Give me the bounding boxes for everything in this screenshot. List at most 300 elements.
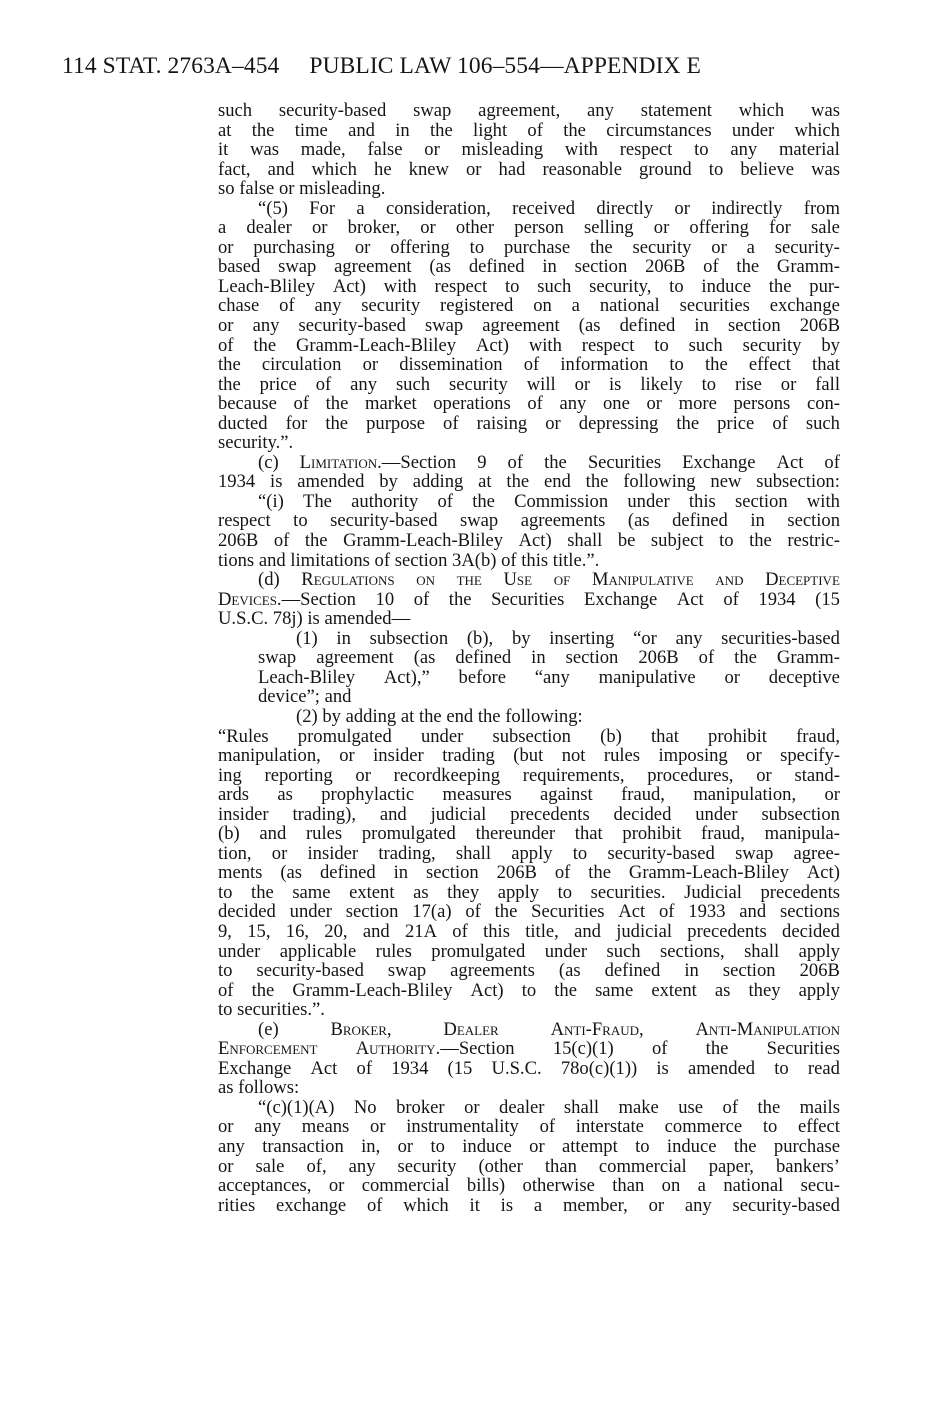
word: security <box>742 334 802 356</box>
text-line <box>218 238 840 258</box>
word: than <box>544 1155 577 1177</box>
word: imposing <box>658 745 728 767</box>
word: Anti-Fraud, <box>550 1018 644 1040</box>
word: security-based <box>607 842 715 864</box>
word: section <box>734 490 788 512</box>
word: under <box>420 725 464 747</box>
word: shall <box>744 940 780 962</box>
word: 206B <box>218 530 259 552</box>
word: the <box>494 901 518 923</box>
word: mails <box>799 1096 840 1118</box>
word: (e) <box>258 1018 279 1040</box>
text-line <box>218 472 840 492</box>
word: the <box>585 471 609 493</box>
word: fraud, <box>701 823 745 845</box>
word: or <box>648 1194 665 1216</box>
word: Limitation.—Section <box>299 451 457 473</box>
word: persons <box>733 393 791 415</box>
word: 206B <box>799 315 840 337</box>
word: defined <box>319 862 376 884</box>
word: subsection <box>369 627 449 649</box>
text-line <box>218 805 840 825</box>
word: authority <box>351 490 419 512</box>
word: of, <box>306 1155 327 1177</box>
word: or <box>354 236 371 258</box>
word: made, <box>300 139 346 161</box>
text-line <box>218 1176 840 1196</box>
word: commerce <box>664 1116 743 1138</box>
word: in <box>393 862 409 884</box>
word: the <box>676 412 700 434</box>
word: decided <box>613 803 672 825</box>
word: Regulations <box>301 569 395 591</box>
word: con- <box>806 393 840 415</box>
word: adding <box>412 471 464 493</box>
word: and <box>574 920 601 942</box>
word: any <box>254 1116 282 1138</box>
word: 206B <box>799 960 840 982</box>
word: applicable <box>279 940 357 962</box>
word: precedents <box>687 920 767 942</box>
word: of <box>772 412 788 434</box>
word: section <box>722 960 776 982</box>
word: to <box>654 334 669 356</box>
word: of <box>452 920 468 942</box>
word: Enforcement <box>218 1038 318 1060</box>
text-line <box>218 257 840 277</box>
word: be <box>617 530 636 552</box>
word: to <box>469 236 485 258</box>
word: induce <box>701 275 751 297</box>
page-title: PUBLIC LAW 106–554—APPENDIX E <box>309 53 702 79</box>
word: the <box>456 569 482 591</box>
text-line <box>218 1117 840 1137</box>
word: apply <box>511 842 553 864</box>
text-line <box>218 492 840 512</box>
word: a <box>571 295 580 317</box>
word: which <box>403 1194 449 1216</box>
text-line <box>218 355 840 375</box>
page-header <box>62 52 701 80</box>
word: “Rules <box>218 725 269 747</box>
word: swap <box>387 960 427 982</box>
word: (b) <box>600 725 622 747</box>
word: fraud, <box>796 725 840 747</box>
word: bankers’ <box>775 1155 840 1177</box>
word: under <box>289 901 332 923</box>
word: they <box>748 979 781 1001</box>
word: to <box>430 1135 445 1157</box>
word: with <box>383 275 417 297</box>
word: rities <box>218 1194 256 1216</box>
word: or <box>397 1135 414 1157</box>
word: or <box>218 1116 234 1138</box>
text-line <box>218 961 840 981</box>
word: agreement <box>482 315 560 337</box>
word: rules <box>375 940 412 962</box>
word: of <box>293 393 309 415</box>
word: any <box>252 315 280 337</box>
text-line: U.S.C. 78j) is amended— <box>218 608 411 630</box>
word: (as <box>280 862 303 884</box>
word: to <box>708 158 724 180</box>
word: or <box>370 1116 386 1138</box>
word: exchange <box>769 295 840 317</box>
text-line <box>218 375 840 395</box>
word: Authority.—Section <box>355 1038 515 1060</box>
word: and <box>739 901 767 923</box>
word: agreement, <box>478 100 561 121</box>
word: price <box>717 412 755 434</box>
word: Gramm- <box>776 256 840 278</box>
word: at <box>218 119 232 141</box>
word: swap <box>413 100 452 121</box>
word: Act) <box>470 979 504 1001</box>
word: defined <box>455 647 512 669</box>
word: the <box>506 471 530 493</box>
word: information <box>560 354 649 376</box>
word: a <box>697 1175 706 1197</box>
word: with <box>806 490 840 512</box>
word: means <box>301 1116 350 1138</box>
word: of <box>523 354 540 376</box>
word: the <box>251 881 274 903</box>
word: such <box>805 412 840 434</box>
word: fact, <box>218 158 251 180</box>
word: Gramm- <box>776 647 840 669</box>
word: subsection <box>492 725 571 747</box>
word: or <box>271 842 288 864</box>
word: agree- <box>793 842 840 864</box>
word: extent <box>651 979 697 1001</box>
word: and <box>379 803 407 825</box>
word: (b), <box>466 627 494 649</box>
word: or <box>218 315 234 337</box>
word: was <box>811 158 840 180</box>
word: Act) <box>475 334 509 356</box>
word: national <box>723 1175 784 1197</box>
word: based <box>218 256 261 278</box>
word: which <box>311 158 357 180</box>
word: of <box>218 334 234 356</box>
word: Commission <box>514 490 609 512</box>
word: shall <box>455 842 492 864</box>
word: one <box>602 393 630 415</box>
word: 16, <box>285 920 310 942</box>
word: or <box>780 373 797 395</box>
word: pur- <box>809 275 840 297</box>
word: sale <box>810 217 840 239</box>
word: Gramm-Leach-Bliley <box>295 334 457 356</box>
word: security-based <box>732 1194 840 1216</box>
word: they <box>447 881 480 903</box>
word: security-based <box>298 315 406 337</box>
word: it <box>218 139 229 161</box>
word: the <box>544 451 567 473</box>
word: read <box>807 1057 840 1079</box>
word: a <box>356 197 365 219</box>
word: Gramm-Leach-Bliley <box>292 979 453 1001</box>
word: such <box>606 940 641 962</box>
text-line <box>218 902 840 922</box>
word: this <box>483 920 510 942</box>
word: the <box>448 588 472 610</box>
text-line <box>218 824 840 844</box>
word: induce <box>666 1135 717 1157</box>
word: or <box>545 412 561 434</box>
word: (as <box>578 315 601 337</box>
text-line <box>218 531 840 551</box>
word: defined <box>672 510 728 532</box>
text-line <box>218 629 840 649</box>
word: following <box>623 471 696 493</box>
word: to <box>694 139 709 161</box>
word: any <box>314 295 342 317</box>
word: Devices.—Section <box>218 588 356 610</box>
word: to <box>218 960 233 982</box>
word: such <box>688 334 723 356</box>
word: any <box>350 373 378 395</box>
word: Act <box>676 588 704 610</box>
word: of <box>698 647 715 669</box>
word: of <box>722 1096 739 1118</box>
word: ards <box>218 784 249 806</box>
word: specify- <box>780 745 840 767</box>
word: ments <box>218 862 263 884</box>
word: under <box>695 803 738 825</box>
text-line <box>218 453 840 473</box>
word: swap <box>258 647 297 669</box>
word: Securities <box>531 901 605 923</box>
word: security-based <box>330 510 438 532</box>
word: subsection <box>761 803 840 825</box>
word: misleading <box>461 139 544 161</box>
word: Manipulative <box>591 569 694 591</box>
word: or <box>529 1135 545 1157</box>
word: 1934 <box>218 471 256 493</box>
word: of <box>366 1194 383 1216</box>
word: of <box>507 451 524 473</box>
word: of <box>527 119 543 141</box>
word: Exchange <box>583 588 658 610</box>
word: precedents <box>760 881 840 903</box>
word: than <box>612 1175 645 1197</box>
word: the <box>253 334 277 356</box>
text-line <box>218 785 840 805</box>
word: in <box>336 627 351 649</box>
word: subsection: <box>756 471 840 493</box>
word: dealer <box>246 217 292 239</box>
text-line <box>218 942 840 962</box>
text-line <box>218 1137 840 1157</box>
text-line: device”; and <box>258 686 352 708</box>
word: in <box>395 119 410 141</box>
statute-citation: 114 STAT. 2763A–454 <box>62 53 280 79</box>
word: Securities <box>491 588 565 610</box>
word: offering <box>390 236 450 258</box>
text-line <box>218 863 840 883</box>
word: defined <box>468 256 525 278</box>
word: any <box>348 1155 376 1177</box>
word: or <box>574 373 591 395</box>
word: judicial <box>430 803 487 825</box>
word: Act <box>310 1057 338 1079</box>
word: any <box>684 1194 712 1216</box>
word: believe <box>740 158 794 180</box>
word: same <box>292 881 331 903</box>
text-line <box>218 1196 840 1216</box>
word: judicial <box>616 920 672 942</box>
word: promulgated <box>297 725 392 747</box>
word: to <box>719 530 734 552</box>
word: Deceptive <box>765 569 840 591</box>
word: security-based <box>278 100 387 121</box>
word: 1933 <box>688 901 726 923</box>
text-line <box>218 922 840 942</box>
word: 206B <box>638 647 679 669</box>
word: same <box>595 979 634 1001</box>
text-line: to securities.”. <box>218 999 325 1021</box>
word: the <box>563 119 586 141</box>
word: decided <box>782 920 840 942</box>
text-line <box>218 414 840 434</box>
word: fall <box>815 373 840 395</box>
text-line: as follows: <box>218 1077 300 1099</box>
word: Act <box>776 451 804 473</box>
word: insider <box>307 842 359 864</box>
word: Act) <box>518 530 552 552</box>
word: fraud, <box>621 784 665 806</box>
word: or <box>218 236 234 258</box>
word: secu- <box>800 1175 840 1197</box>
text-line <box>218 316 840 336</box>
word: the <box>749 530 772 552</box>
text-line <box>218 336 840 356</box>
word: thereunder <box>475 823 556 845</box>
text-line <box>218 218 840 238</box>
word: deceptive <box>768 666 840 688</box>
word: in <box>694 315 709 337</box>
word: “(c)(1)(A) <box>258 1096 335 1118</box>
word: sections <box>779 901 840 923</box>
word: of <box>527 393 543 415</box>
word: a <box>533 1194 543 1216</box>
word: of <box>218 979 234 1001</box>
word: is <box>656 1057 669 1079</box>
text-line <box>218 746 840 766</box>
word: transaction <box>262 1135 344 1157</box>
word: procedures, <box>647 764 734 786</box>
word: section <box>574 256 628 278</box>
word: under <box>731 119 775 141</box>
word: or <box>824 784 840 806</box>
text-line <box>218 883 840 903</box>
word: agreements <box>450 960 535 982</box>
word: such <box>218 100 253 121</box>
word: insider <box>373 745 424 767</box>
word: of <box>443 412 459 434</box>
word: or <box>674 197 690 219</box>
word: that <box>574 823 603 845</box>
word: at <box>478 471 492 493</box>
text-line: security.”. <box>218 432 294 454</box>
word: to <box>557 881 573 903</box>
word: is <box>609 373 622 395</box>
word: agreement <box>316 647 394 669</box>
word: registered <box>440 295 514 317</box>
word: swap <box>278 256 317 278</box>
text-line: (2) by adding at the end the following: <box>296 705 583 727</box>
word: to <box>572 842 588 864</box>
word: security <box>632 236 692 258</box>
word: circumstances <box>606 119 712 141</box>
word: respect <box>218 510 271 532</box>
word: such <box>395 373 431 395</box>
word: effect <box>748 354 791 376</box>
text-line <box>218 1098 840 1118</box>
word: Exchange <box>682 451 756 473</box>
word: security- <box>774 236 840 258</box>
word: of <box>356 1057 373 1079</box>
word: respect <box>434 275 488 297</box>
word: bills) <box>466 1175 506 1197</box>
word: any <box>730 139 758 161</box>
word: (as <box>429 256 452 278</box>
word: section <box>727 315 781 337</box>
text-line <box>218 199 840 219</box>
word: chase <box>218 295 260 317</box>
word: ducted <box>218 412 268 434</box>
word: person <box>514 217 564 239</box>
word: under <box>218 940 261 962</box>
word: amended <box>687 1057 756 1079</box>
word: commercial <box>361 1175 450 1197</box>
word: 1934 <box>758 588 796 610</box>
word: trading, <box>378 842 436 864</box>
word: raising <box>476 412 528 434</box>
word: on <box>416 569 435 591</box>
word: on <box>661 1175 681 1197</box>
word: of <box>279 295 295 317</box>
word: as <box>277 784 293 806</box>
word: of <box>465 901 481 923</box>
text-line <box>218 1059 840 1079</box>
word: security <box>361 295 421 317</box>
word: induce <box>462 1135 512 1157</box>
word: not <box>561 745 586 767</box>
word: and <box>267 158 295 180</box>
word: of <box>437 490 453 512</box>
word: the <box>325 412 349 434</box>
word: false <box>367 139 403 161</box>
word: the <box>705 1038 729 1060</box>
word: the <box>251 119 275 141</box>
word: and <box>362 920 390 942</box>
word: tion, <box>218 842 252 864</box>
word: manipulation, <box>218 745 321 767</box>
word: swap <box>424 315 464 337</box>
word: sections, <box>660 940 725 962</box>
word: defined <box>604 960 661 982</box>
word: ground <box>639 158 692 180</box>
text-line <box>218 590 840 610</box>
word: to <box>669 354 684 376</box>
word: instrumentality <box>406 1116 519 1138</box>
word: of <box>273 530 290 552</box>
word: any <box>587 100 614 121</box>
text-line <box>218 296 840 316</box>
word: or <box>218 1155 234 1177</box>
